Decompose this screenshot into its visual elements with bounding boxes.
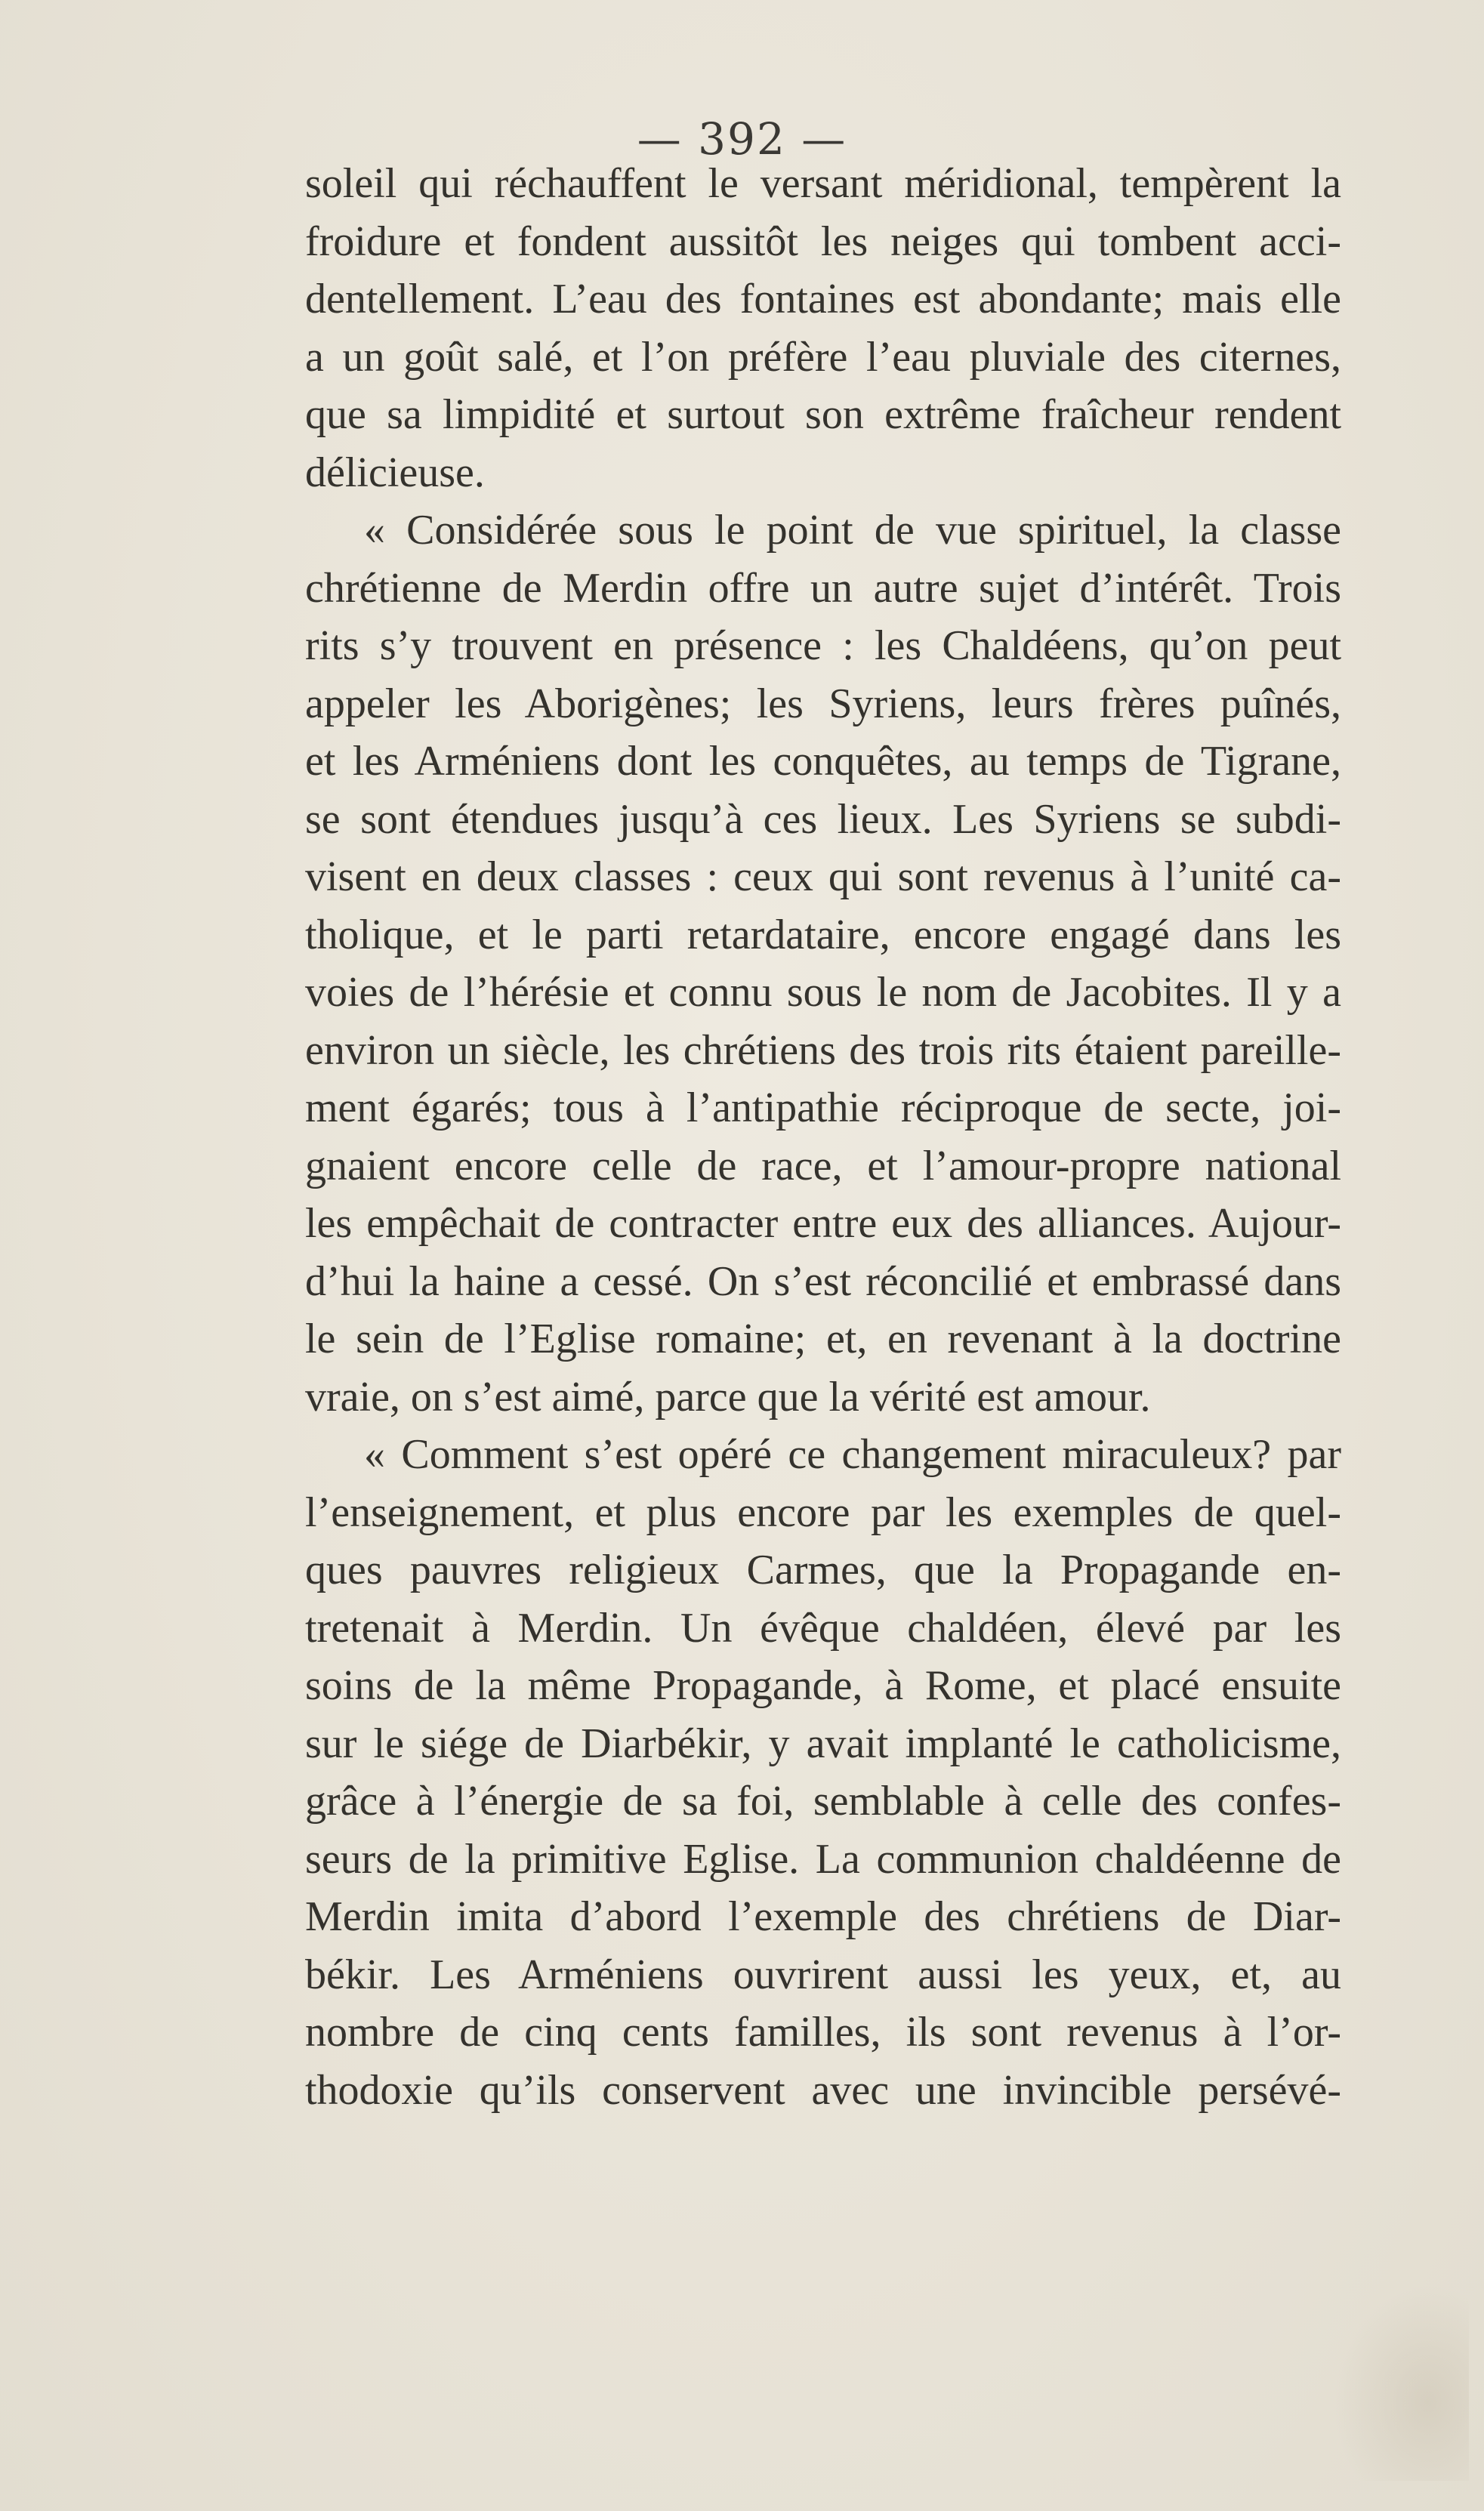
text-line: tholique, et le parti retardataire, encore engagé dans les bbox=[305, 911, 1341, 958]
text-line: tretenait à Merdin. Un évêque chaldéen, élevé par les bbox=[305, 1604, 1341, 1652]
text-line: le sein de l’Eglise romaine; et, en revenant à la doctrine bbox=[305, 1316, 1341, 1362]
text-line: « Comment s’est opéré ce changement miraculeux? par bbox=[364, 1431, 1341, 1478]
text-line: soins de la même Propagande, à Rome, et placé ensuite bbox=[305, 1662, 1341, 1709]
text-line: ques pauvres religieux Carmes, que la Propagande en- bbox=[305, 1547, 1341, 1593]
text-line: « Considérée sous le point de vue spirituel, la classe bbox=[364, 507, 1341, 554]
text-line: gnaient encore celle de race, et l’amour-propre national bbox=[305, 1142, 1341, 1189]
text-line: nombre de cinq cents familles, ils sont revenus à l’or- bbox=[305, 2009, 1341, 2056]
text-line: Merdin imita d’abord l’exemple des chrétiens de Diar- bbox=[305, 1893, 1341, 1940]
text-line: environ un siècle, les chrétiens des trois rits étaient pareille- bbox=[305, 1026, 1341, 1074]
text-line: et les Arméniens dont les conquêtes, au temps de Tigrane, bbox=[305, 738, 1341, 785]
text-line: froidure et fondent aussitôt les neiges qui tombent acci- bbox=[305, 217, 1341, 265]
text-line: a un goût salé, et l’on préfère l’eau pluviale des citernes, bbox=[305, 333, 1341, 381]
text-line: voies de l’hérésie et connu sous le nom de Jacobites. Il y a bbox=[305, 969, 1341, 1016]
text-line: chrétienne de Merdin offre un autre sujet d’intérêt. Trois bbox=[305, 564, 1341, 612]
text-line: békir. Les Arméniens ouvrirent aussi les yeux, et, au bbox=[305, 1951, 1341, 1998]
text-line: se sont étendues jusqu’à ces lieux. Les Syriens se subdi- bbox=[305, 795, 1341, 843]
text-line: seurs de la primitive Eglise. La communion chaldéenne de bbox=[305, 1835, 1341, 1883]
text-line: thodoxie qu’ils conservent avec une invincible persévé- bbox=[305, 2066, 1341, 2114]
text-line: que sa limpidité et surtout son extrême fraîcheur rendent bbox=[305, 391, 1341, 438]
text-line: sur le siége de Diarbékir, y avait implanté le catholicisme, bbox=[305, 1720, 1341, 1767]
text-line: vraie, on s’est aimé, parce que la vérité est amour. bbox=[305, 1373, 1151, 1421]
text-line: rits s’y trouvent en présence : les Chaldéens, qu’on peut bbox=[305, 622, 1341, 669]
text-line: dentellement. L’eau des fontaines est abondante; mais elle bbox=[305, 276, 1341, 322]
paper-stain bbox=[1333, 2284, 1469, 2481]
text-line: soleil qui réchauffent le versant méridional, tempèrent la bbox=[305, 160, 1341, 207]
text-line: l’enseignement, et plus encore par les exemples de quel- bbox=[305, 1488, 1341, 1536]
page-number: — 392 — bbox=[637, 113, 847, 165]
text-line: appeler les Aborigènes; les Syriens, leurs frères puînés, bbox=[305, 680, 1341, 727]
text-line: d’hui la haine a cessé. On s’est réconcilié et embrassé dans bbox=[305, 1257, 1341, 1305]
text-line: grâce à l’énergie de sa foi, semblable à celle des confes- bbox=[305, 1778, 1341, 1825]
text-line: ment égarés; tous à l’antipathie réciproque de secte, joi- bbox=[305, 1084, 1341, 1131]
text-line: les empêchait de contracter entre eux des alliances. Aujour- bbox=[305, 1200, 1341, 1247]
text-line: visent en deux classes : ceux qui sont revenus à l’unité ca- bbox=[305, 853, 1341, 900]
body-text bbox=[305, 155, 1341, 2119]
text-line: délicieuse. bbox=[305, 449, 485, 496]
